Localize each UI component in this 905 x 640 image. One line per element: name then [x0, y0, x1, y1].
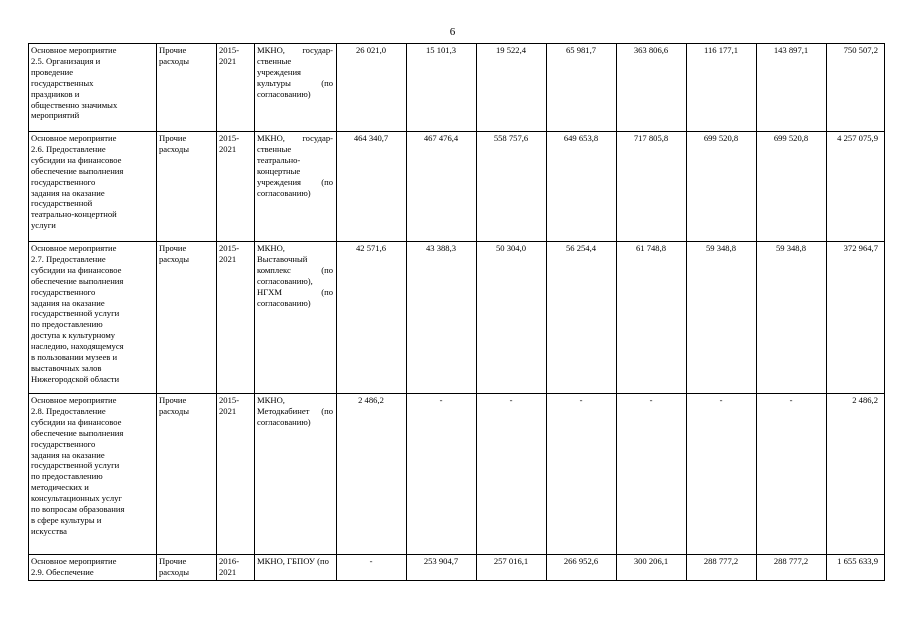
activity-name-line: проведение — [31, 66, 74, 77]
activity-name-line: праздников и — [31, 88, 80, 99]
year-value-cell: 56 254,4 — [547, 242, 617, 394]
year-value-cell: 266 952,6 — [547, 555, 617, 581]
year-value-cell: - — [687, 394, 757, 555]
page-number: 6 — [449, 26, 456, 38]
activity-name-cell — [29, 242, 157, 394]
year-value-cell: - — [757, 394, 827, 555]
executor-cell: МКНО, государ-ственные учреждения культуры (по согласованию) — [255, 44, 337, 132]
funding-source-cell: Прочие расходы — [157, 394, 217, 555]
activity-name-line: услуги — [31, 220, 56, 231]
year-value-cell: 59 348,8 — [757, 242, 827, 394]
funding-source-cell: Прочие расходы — [157, 242, 217, 394]
activity-name-line: общественно значимых — [31, 99, 118, 110]
year-value-cell: 143 897,1 — [757, 44, 827, 132]
year-value-cell: 26 021,0 — [337, 44, 407, 132]
activity-name-line: методических и — [31, 482, 89, 493]
year-value-cell: 2 486,2 — [337, 394, 407, 555]
year-value-cell: 59 348,8 — [687, 242, 757, 394]
activity-name-line: Основное мероприятие — [31, 243, 117, 253]
activity-name-line: государственной услуги — [31, 460, 120, 471]
activity-name-line: театрально-концертной — [31, 209, 117, 220]
total-value-cell: 4 257 075,9 — [827, 132, 885, 242]
activity-name-line: мероприятий — [31, 110, 80, 121]
year-value-cell: 50 304,0 — [477, 242, 547, 394]
activity-name-line: задания на оказание — [31, 187, 105, 198]
activity-name-line: обеспечение выполнения — [31, 275, 124, 286]
table-row — [29, 132, 885, 242]
year-value-cell: 257 016,1 — [477, 555, 547, 581]
activity-name-line: в сфере культуры и — [31, 514, 102, 525]
year-value-cell: 42 571,6 — [337, 242, 407, 394]
year-value-cell: - — [477, 394, 547, 555]
table-row — [29, 242, 885, 394]
activity-name-line: Основное мероприятие — [31, 45, 117, 55]
year-value-cell: 699 520,8 — [687, 132, 757, 242]
activity-name-line: выставочных залов — [31, 362, 102, 373]
budget-table — [28, 43, 885, 581]
activity-name-line: государственной услуги — [31, 308, 120, 319]
activity-name-cell — [29, 44, 157, 132]
activity-name-line: доступа к культурному — [31, 330, 116, 341]
year-value-cell: 717 805,8 — [617, 132, 687, 242]
activity-name-line: государственных — [31, 77, 94, 88]
activity-name-line: консультационных услуг — [31, 493, 122, 504]
period-cell: 2015-2021 — [217, 132, 255, 242]
activity-name-line: 2.9. Обеспечение — [31, 566, 94, 577]
activity-name-line: Основное мероприятие — [31, 556, 117, 566]
total-value-cell: 2 486,2 — [827, 394, 885, 555]
activity-name-line: государственной — [31, 198, 93, 209]
activity-name-line: обеспечение выполнения — [31, 165, 124, 176]
activity-name-line: государственного — [31, 286, 96, 297]
activity-name-line: искусства — [31, 525, 67, 536]
activity-name-line: наследию, находящемуся — [31, 341, 124, 352]
activity-name-line: по предоставлению — [31, 471, 103, 482]
activity-name-line: субсидии на финансовое — [31, 154, 122, 165]
funding-source-cell: Прочие расходы — [157, 132, 217, 242]
funding-source-cell: Прочие расходы — [157, 555, 217, 581]
activity-name-line: Нижегородской области — [31, 373, 120, 384]
activity-name-line: субсидии на финансовое — [31, 264, 122, 275]
year-value-cell: 558 757,6 — [477, 132, 547, 242]
activity-name-line: по вопросам образования — [31, 504, 125, 515]
table-row — [29, 394, 885, 555]
year-value-cell: 61 748,8 — [617, 242, 687, 394]
executor-cell: МКНО, Выставочный комплекс (по согласованию), НГХМ (по согласованию) — [255, 242, 337, 394]
year-value-cell: - — [407, 394, 477, 555]
year-value-cell: 116 177,1 — [687, 44, 757, 132]
activity-name-line: 2.6. Предоставление — [31, 143, 106, 154]
executor-cell: МКНО, ГБПОУ (по — [255, 555, 337, 581]
activity-name-cell — [29, 132, 157, 242]
activity-name-line: Основное мероприятие — [31, 395, 117, 405]
year-value-cell: 288 777,2 — [757, 555, 827, 581]
activity-name-cell — [29, 555, 157, 581]
year-value-cell: 649 653,8 — [547, 132, 617, 242]
funding-source-cell: Прочие расходы — [157, 44, 217, 132]
activity-name-line: задания на оказание — [31, 449, 105, 460]
activity-name-line: 2.8. Предоставление — [31, 405, 106, 416]
table-row — [29, 44, 885, 132]
total-value-cell: 372 964,7 — [827, 242, 885, 394]
year-value-cell: 464 340,7 — [337, 132, 407, 242]
period-cell: 2015-2021 — [217, 242, 255, 394]
activity-name-cell — [29, 394, 157, 555]
activity-name-line: 2.7. Предоставление — [31, 253, 106, 264]
executor-cell: МКНО, Методкабинет (по согласованию) — [255, 394, 337, 555]
activity-name-line: Основное мероприятие — [31, 133, 117, 143]
activity-name-line: государственного — [31, 438, 96, 449]
activity-name-line: по предоставлению — [31, 319, 103, 330]
activity-name-line: в пользовании музеев и — [31, 352, 118, 363]
year-value-cell: 15 101,3 — [407, 44, 477, 132]
period-cell: 2016-2021 — [217, 555, 255, 581]
year-value-cell: - — [337, 555, 407, 581]
table-row — [29, 555, 885, 581]
activity-name-line: государственного — [31, 176, 96, 187]
activity-name-line: обеспечение выполнения — [31, 427, 124, 438]
period-cell: 2015-2021 — [217, 394, 255, 555]
year-value-cell: 288 777,2 — [687, 555, 757, 581]
activity-name-line: задания на оказание — [31, 297, 105, 308]
activity-name-line: 2.5. Организация и — [31, 55, 101, 66]
year-value-cell: 253 904,7 — [407, 555, 477, 581]
total-value-cell: 750 507,2 — [827, 44, 885, 132]
year-value-cell: 699 520,8 — [757, 132, 827, 242]
activity-name-line: субсидии на финансовое — [31, 416, 122, 427]
year-value-cell: - — [547, 394, 617, 555]
year-value-cell: 300 206,1 — [617, 555, 687, 581]
year-value-cell: - — [617, 394, 687, 555]
executor-cell: МКНО, государ-ственные театрально-концертные учреждения (по согласованию) — [255, 132, 337, 242]
period-cell: 2015-2021 — [217, 44, 255, 132]
year-value-cell: 43 388,3 — [407, 242, 477, 394]
year-value-cell: 19 522,4 — [477, 44, 547, 132]
year-value-cell: 467 476,4 — [407, 132, 477, 242]
year-value-cell: 363 806,6 — [617, 44, 687, 132]
year-value-cell: 65 981,7 — [547, 44, 617, 132]
total-value-cell: 1 655 633,9 — [827, 555, 885, 581]
